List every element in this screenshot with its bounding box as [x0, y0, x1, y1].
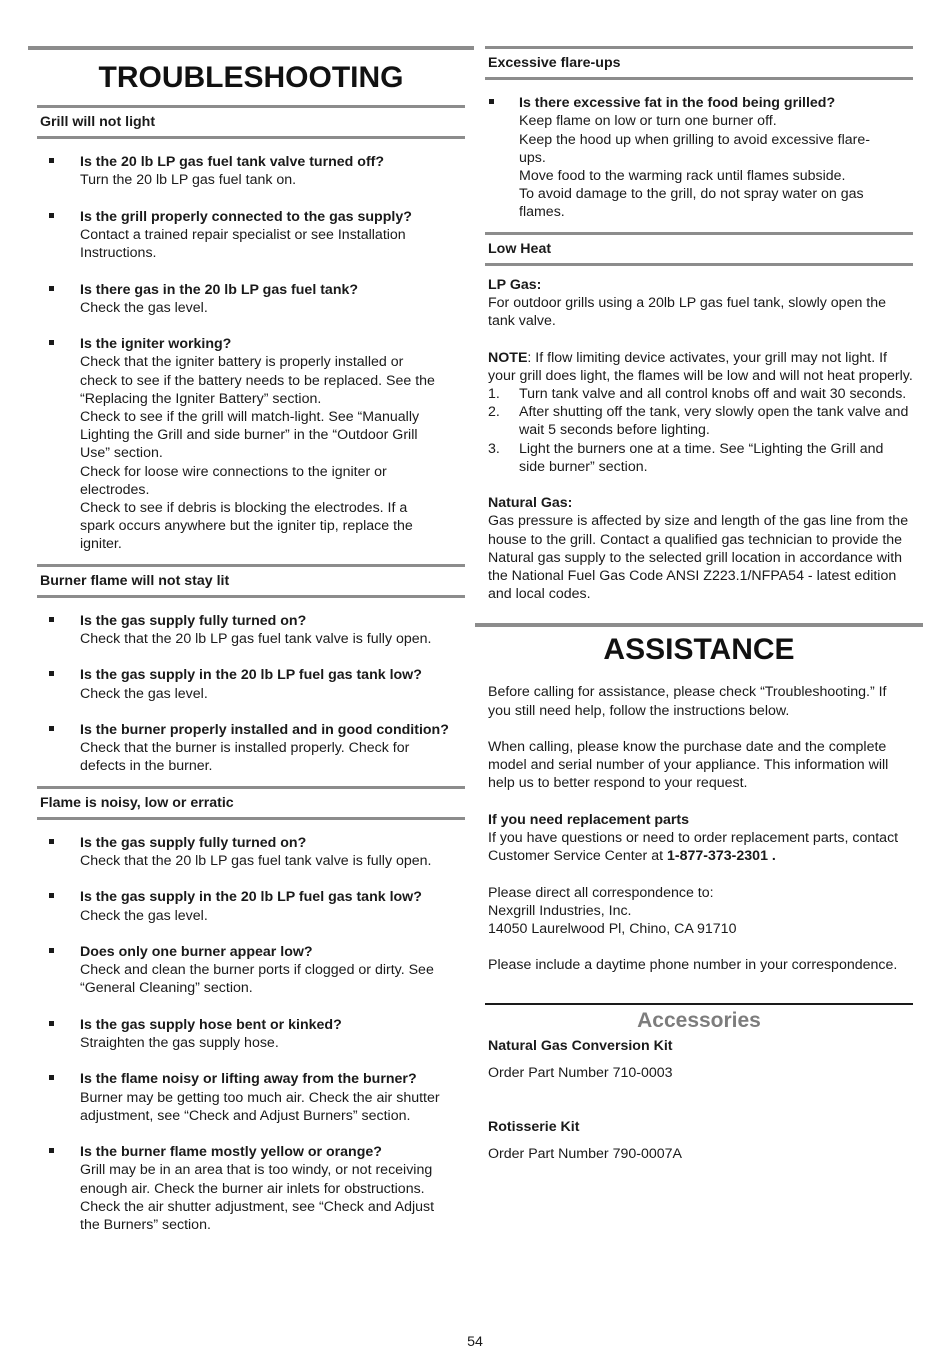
assistance-intro: Before calling for assistance, please check “Troubleshooting.” If you still need help, follow the instructions below. [488, 684, 887, 719]
troubleshoot-item [37, 834, 465, 870]
answer: Check that the 20 lb LP gas fuel tank valve is fully open. [80, 853, 432, 870]
accessory-name: Rotisserie Kit [488, 1119, 580, 1136]
phone-request: Please include a daytime phone number in your correspondence. [488, 957, 898, 974]
question: Is the gas supply fully turned on? [80, 834, 307, 851]
troubleshoot-item [37, 943, 465, 998]
bullet-icon [49, 948, 54, 953]
troubleshoot-item [37, 1070, 465, 1125]
step-item [488, 385, 913, 403]
troubleshoot-item [37, 1143, 465, 1234]
step-number: 2. [488, 404, 500, 421]
answer: Check the gas level. [80, 299, 208, 316]
answer: Turn the 20 lb LP gas fuel tank on. [80, 172, 297, 189]
question: Is there excessive fat in the food being grilled? [519, 95, 836, 112]
company-name: Nexgrill Industries, Inc. [488, 902, 632, 919]
answer: Straighten the gas supply hose. [80, 1035, 279, 1052]
accessories-title: Accessories [637, 1008, 761, 1032]
correspondence-intro: Please direct all correspondence to: [488, 884, 714, 901]
note-paragraph [485, 349, 913, 385]
question: Is the flame noisy or lifting away from the burner? [80, 1071, 417, 1088]
accessory-part-number: Order Part Number 790-0007A [488, 1146, 682, 1163]
parts-paragraph [485, 829, 913, 865]
question: Does only one burner appear low? [80, 944, 313, 961]
page-title: TROUBLESHOOTING [98, 61, 404, 94]
answer: Check that the burner is installed properly. Check for defects in the burner. [80, 740, 410, 775]
natural-gas-text: Gas pressure is affected by size and length of the gas line from the house to the grill. Contact a qualified gas technician to provide the Natural gas supply to the selected grill location in accordance with the National Fuel Gas Code ANSI Z223.1/NFPA54 - latest edition and local codes. [488, 513, 909, 603]
section-title: Low Heat [488, 240, 552, 257]
section-title: Grill will not light [40, 114, 156, 130]
step-number: 1. [488, 386, 500, 403]
section-title: Flame is noisy, low or erratic [40, 794, 234, 811]
bullet-icon [49, 617, 54, 622]
note-label: NOTE [488, 349, 528, 366]
bullet-icon [49, 158, 54, 163]
bullet-icon [49, 1021, 54, 1026]
step-item [488, 440, 913, 476]
right-column [485, 0, 913, 1163]
company-address: 14050 Laurelwood Pl, Chino, CA 91710 [488, 921, 737, 938]
question: Is the gas supply in the 20 lb LP fuel gas tank low? [80, 667, 422, 684]
troubleshoot-item [37, 153, 465, 189]
question: Is the burner properly installed and in good condition? [80, 722, 449, 739]
bullet-icon [49, 671, 54, 676]
parts-heading: If you need replacement parts [488, 811, 690, 828]
answer: Grill may be in an area that is too windy, or not receiving enough air. Check the burner air inlets for obstructions. Check the air shutter adjustment, see “Check and Adjust the Burners” section. [80, 1162, 435, 1234]
question: Is the 20 lb LP gas fuel tank valve turned off? [80, 154, 385, 171]
troubleshoot-item [37, 721, 465, 776]
section-title: Excessive flare-ups [488, 55, 621, 71]
question: Is there gas in the 20 lb LP gas fuel tank? [80, 281, 359, 298]
section-title: Burner flame will not stay lit [40, 572, 230, 589]
step-text: After shutting off the tank, very slowly open the tank valve and wait 5 seconds before lighting. [519, 404, 909, 439]
bullet-icon [49, 1148, 54, 1153]
bullet-icon [49, 1075, 54, 1080]
troubleshoot-item [37, 666, 465, 702]
bullet-icon [49, 286, 54, 291]
assistance-calling: When calling, please know the purchase date and the complete model and serial number of your appliance. This information will help us to better respond to your request. [488, 739, 889, 792]
natural-gas-heading: Natural Gas: [488, 495, 573, 512]
page-number: 54 [467, 1334, 483, 1350]
answer: Contact a trained repair specialist or see Installation Instructions. [80, 227, 406, 262]
troubleshoot-item [37, 1016, 465, 1052]
bullet-icon [49, 213, 54, 218]
step-item [488, 403, 913, 439]
answer: Check that the igniter battery is properly installed or check to see if the battery needs to be replaced. See the “Replacing the Igniter Battery” section. Check to see if the grill will match-light. See “Manually Lighting the Grill and side burner” in the “Outdoor Grill Use” section. Check for loose wire connections to the igniter or electrodes. Check to see if debris is blocking the electrodes. If a spark occurs anywhere but the igniter tip, replace the igniter. [80, 354, 435, 553]
answer: Check and clean the burner ports if clogged or dirty. See “General Cleaning” section. [80, 962, 434, 997]
low-heat-steps [485, 385, 913, 476]
step-text: Light the burners one at a time. See “Lighting the Grill and side burner” section. [519, 440, 884, 475]
troubleshoot-item [37, 281, 465, 317]
question: Is the igniter working? [80, 336, 232, 353]
question: Is the grill properly connected to the gas supply? [80, 208, 412, 225]
answer: Check the gas level. [80, 907, 208, 924]
step-number: 3. [488, 440, 500, 457]
lp-gas-text: For outdoor grills using a 20lb LP gas fuel tank, slowly open the tank valve. [488, 295, 887, 330]
question: Is the gas supply fully turned on? [80, 612, 307, 629]
question: Is the gas supply hose bent or kinked? [80, 1016, 342, 1033]
assistance-title: ASSISTANCE [603, 633, 795, 667]
left-column [28, 0, 474, 1234]
bullet-icon [49, 340, 54, 345]
question: Is the burner flame mostly yellow or orange? [80, 1144, 382, 1161]
answer: Check that the 20 lb LP gas fuel tank valve is fully open. [80, 631, 432, 648]
bullet-icon [49, 893, 54, 898]
answer: Burner may be getting too much air. Check the air shutter adjustment, see “Check and Adjust Burners” section. [80, 1089, 440, 1124]
accessory-part-number: Order Part Number 710-0003 [488, 1064, 673, 1081]
troubleshoot-item [37, 335, 465, 553]
note-text: : If flow limiting device activates, your grill may not light. If your grill does light, the flames will be low and will not heat properly. [488, 349, 913, 384]
troubleshoot-item [37, 208, 465, 263]
step-text: Turn tank valve and all control knobs off and wait 30 seconds. [519, 386, 907, 403]
section-grill-will-not-light [37, 105, 465, 1234]
accessory-name: Natural Gas Conversion Kit [488, 1037, 673, 1054]
answer: Check the gas level. [80, 685, 208, 702]
lp-gas-heading: LP Gas: [488, 276, 542, 293]
troubleshoot-item [37, 612, 465, 648]
troubleshoot-item [37, 888, 465, 924]
bullet-icon [489, 99, 494, 104]
question: Is the gas supply in the 20 lb LP fuel gas tank low? [80, 889, 422, 906]
phone-number: 1-877-373-2301 . [667, 848, 776, 865]
parts-text: If you have questions or need to order replacement parts, contact Customer Service Center at [488, 830, 899, 865]
bullet-icon [49, 726, 54, 731]
bullet-icon [49, 839, 54, 844]
troubleshoot-item [485, 94, 913, 221]
answer: Keep flame on low or turn one burner off. Keep the hood up when grilling to avoid excessive flare- ups. Move food to the warming rack until flames subside. To avoid damage to the grill, do not spray water on gas flames. [519, 113, 870, 221]
